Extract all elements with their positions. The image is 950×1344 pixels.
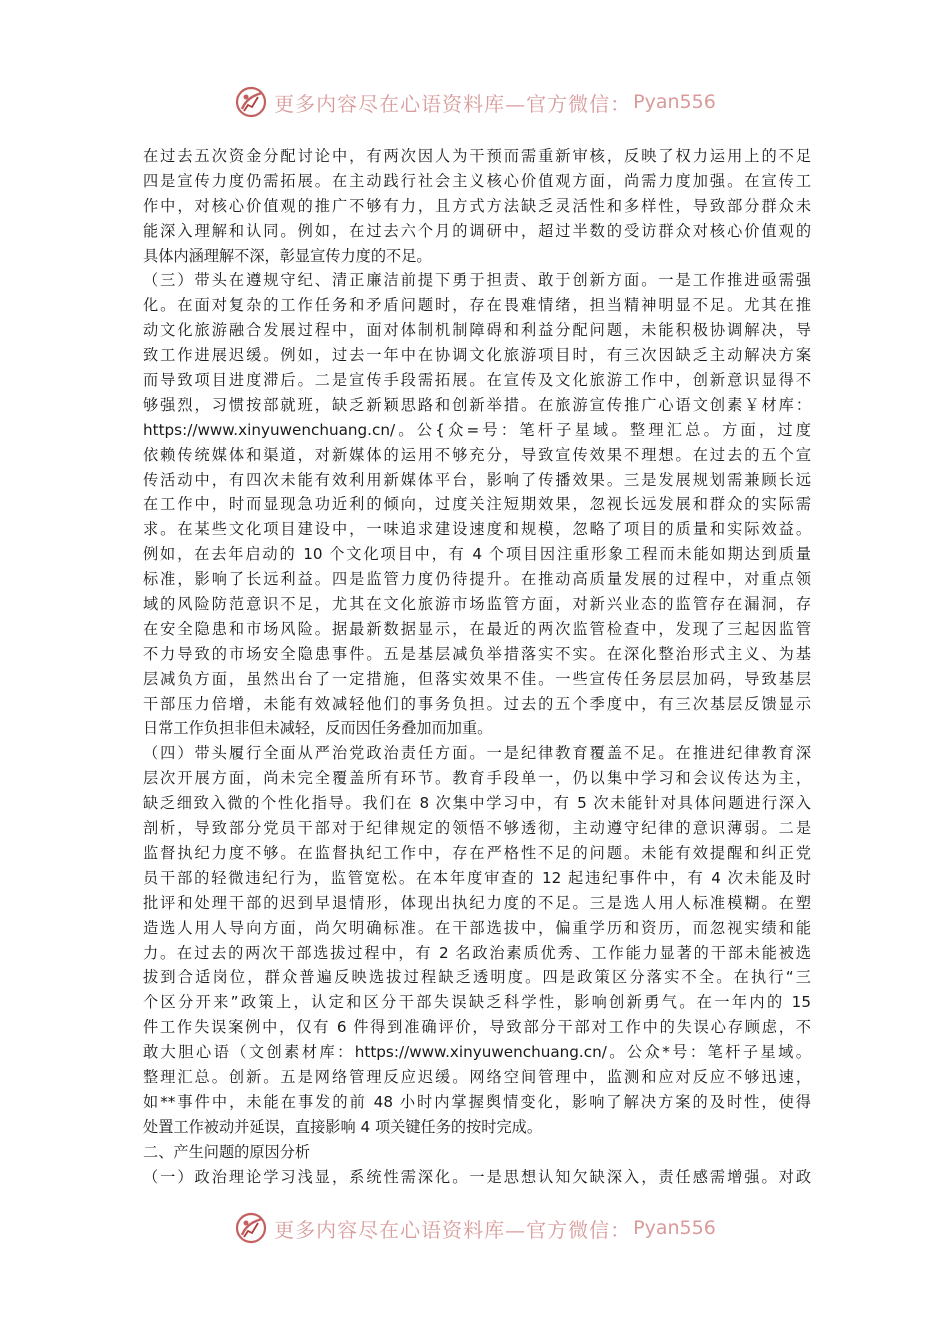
text-line: 干部压力倍增，未能有效减轻他们的事务负担。过去的五个季度中，有三次基层反馈显示 xyxy=(143,694,811,713)
footer-watermark-banner xyxy=(0,1208,950,1248)
text-line: 标准，影响了长远利益。四是监管力度仍待提升。在推动高质量发展的过程中，对重点领 xyxy=(143,570,811,589)
text-line: 造选人用人导向方面，尚欠明确标准。在干部选拔中，偏重学历和资历，而忽视实绩和能 xyxy=(143,918,811,937)
text-line: 作中，对核心价值观的推广不够有力，且方式方法缺乏灵活性和多样性，导致部分群众未 xyxy=(143,196,811,215)
text-line: 在安全隐患和市场风险。据最新数据显示，在最近的两次监管检查中，发现了三起因监管 xyxy=(143,619,811,638)
text-line: 例如，在去年启动的 10 个文化项目中，有 4 个项目因注重形象工程而未能如期达到质量 xyxy=(143,545,811,564)
text-line: 致工作进展迟缓。例如，过去一年中在协调文化旅游项目时，有三次因缺乏主动解决方案 xyxy=(143,346,811,365)
text-line: 日常工作负担非但未减轻，反而因任务叠加而加重。 xyxy=(143,719,493,738)
text-line: 传活动中，有四次未能有效利用新媒体平台，影响了传播效果。三是发展规划需兼顾长远 xyxy=(143,470,811,489)
text-line: 监督执纪力度不够。在监督执纪工作中，存在严格性不足的问题。未能有效提醒和纠正党 xyxy=(143,843,811,862)
text-line: 在工作中，时而显现急功近利的倾向，过度关注短期效果，忽视长远发展和群众的实际需 xyxy=(143,495,811,514)
text-line: 化。在面对复杂的工作任务和矛盾问题时，存在畏难情绪，担当精神明显不足。尤其在推 xyxy=(143,296,811,315)
logo-icon xyxy=(234,1211,268,1245)
text-line: 剖析，导致部分党员干部对于纪律规定的领悟不够透彻，主动遵守纪律的意识薄弱。二是 xyxy=(143,819,811,838)
text-line: 不力导致的市场安全隐患事件。五是基层减负举措落实不实。在深化整治形式主义、为基 xyxy=(143,644,811,663)
text-line: 够强烈，习惯按部就班，缺乏新颖思路和创新举措。在旅游宣传推广心语文创素￥材库： xyxy=(143,395,811,414)
text-line: 依赖传统媒体和渠道，对新媒体的运用不够充分，导致宣传效果不理想。在过去的五个宣 xyxy=(143,445,811,464)
text-line: 处置工作被动并延误，直接影响 4 项关键任务的按时完成。 xyxy=(143,1117,543,1136)
header-watermark-banner xyxy=(0,82,950,122)
text-line: 个区分开来”政策上，认定和区分干部失误缺乏科学性，影响创新勇气。在一年内的 15 xyxy=(143,993,811,1012)
text-line: （四）带头履行全面从严治党政治责任方面。一是纪律教育覆盖不足。在推进纪律教育深 xyxy=(143,744,811,763)
text-line: 域的风险防范意识不足，尤其在文化旅游市场监管方面，对新兴业态的监管存在漏洞，存 xyxy=(143,595,811,614)
text-line: 如**事件中，未能在事发的前 48 小时内掌握舆情变化，影响了解决方案的及时性，使得 xyxy=(143,1092,811,1111)
text-line: 而导致项目进度滞后。二是宣传手段需拓展。在宣传及文化旅游工作中，创新意识显得不 xyxy=(143,371,811,390)
text-line: 四是宣传力度仍需拓展。在主动践行社会主义核心价值观方面，尚需力度加强。在宣传工 xyxy=(143,171,811,190)
logo-icon xyxy=(234,85,268,119)
text-line: （三）带头在遵规守纪、清正廉洁前提下勇于担责、敢于创新方面。一是工作推进亟需强 xyxy=(143,271,811,290)
text-line: 员干部的轻微违纪行为，监管宽松。在本年度审查的 12 起违纪事件中，有 4 次未能及时 xyxy=(143,868,811,887)
text-line: 拔到合适岗位，群众普遍反映选拔过程缺乏透明度。四是政策区分落实不全。在执行“三 xyxy=(143,968,811,987)
banner-wechat-id: Pyan556 xyxy=(633,91,716,113)
text-line: 敢大胆心语（文创素材库：https://www.xinyuwenchuang.cn/。公众*号：笔杆子星域。 xyxy=(143,1043,811,1062)
text-line: 缺乏细致入微的个性化指导。我们在 8 次集中学习中，有 5 次未能针对具体问题进行深入 xyxy=(143,794,811,813)
text-line: 层减负方面，虽然出台了一定措施，但落实效果不佳。一些宣传任务层层加码，导致基层 xyxy=(143,669,811,688)
banner-wechat-id: Pyan556 xyxy=(633,1217,716,1239)
document-body xyxy=(143,144,811,1189)
text-line: 件工作失误案例中，仅有 6 件得到准确评价，导致部分干部对工作中的失误心存顾虑，不 xyxy=(143,1018,811,1037)
text-line: 在过去五次资金分配讨论中，有两次因人为干预而需重新审核，反映了权力运用上的不足 xyxy=(143,147,811,165)
text-line: 动文化旅游融合发展过程中，面对体制机制障碍和利益分配问题，未能积极协调解决，导 xyxy=(143,321,811,340)
text-line: 整理汇总。创新。五是网络管理反应迟缓。网络空间管理中，监测和应对反应不够迅速， xyxy=(143,1067,811,1086)
text-line: 批评和处理干部的迟到早退情形，体现出执纪力度的不足。三是选人用人标准模糊。在塑 xyxy=(143,893,811,912)
text-line: 层次开展方面，尚未完全覆盖所有环节。教育手段单一，仍以集中学习和会议传达为主， xyxy=(143,769,811,788)
text-line: 求。在某些文化项目建设中，一味追求建设速度和规模，忽略了项目的质量和实际效益。 xyxy=(143,520,811,539)
text-line: （一）政治理论学习浅显，系统性需深化。一是思想认知欠缺深入，责任感需增强。对政 xyxy=(143,1167,811,1186)
text-line: 力。在过去的两次干部选拔过程中，有 2 名政治素质优秀、工作能力显著的干部未能被选 xyxy=(143,943,811,962)
text-line: 能深入理解和认同。例如，在过去六个月的调研中，超过半数的受访群众对核心价值观的 xyxy=(143,221,811,240)
banner-text: 更多内容尽在心语资料库—官方微信： xyxy=(274,1217,632,1242)
text-line: https://www.xinyuwenchuang.cn/。公{众=号：笔杆子星域。整理汇总。方面，过度 xyxy=(143,420,811,439)
banner-text: 更多内容尽在心语资料库—官方微信： xyxy=(274,91,632,116)
section-heading: 二、产生问题的原因分析 xyxy=(143,1142,311,1161)
text-line: 具体内涵理解不深，彰显宣传力度的不足。 xyxy=(143,246,432,265)
